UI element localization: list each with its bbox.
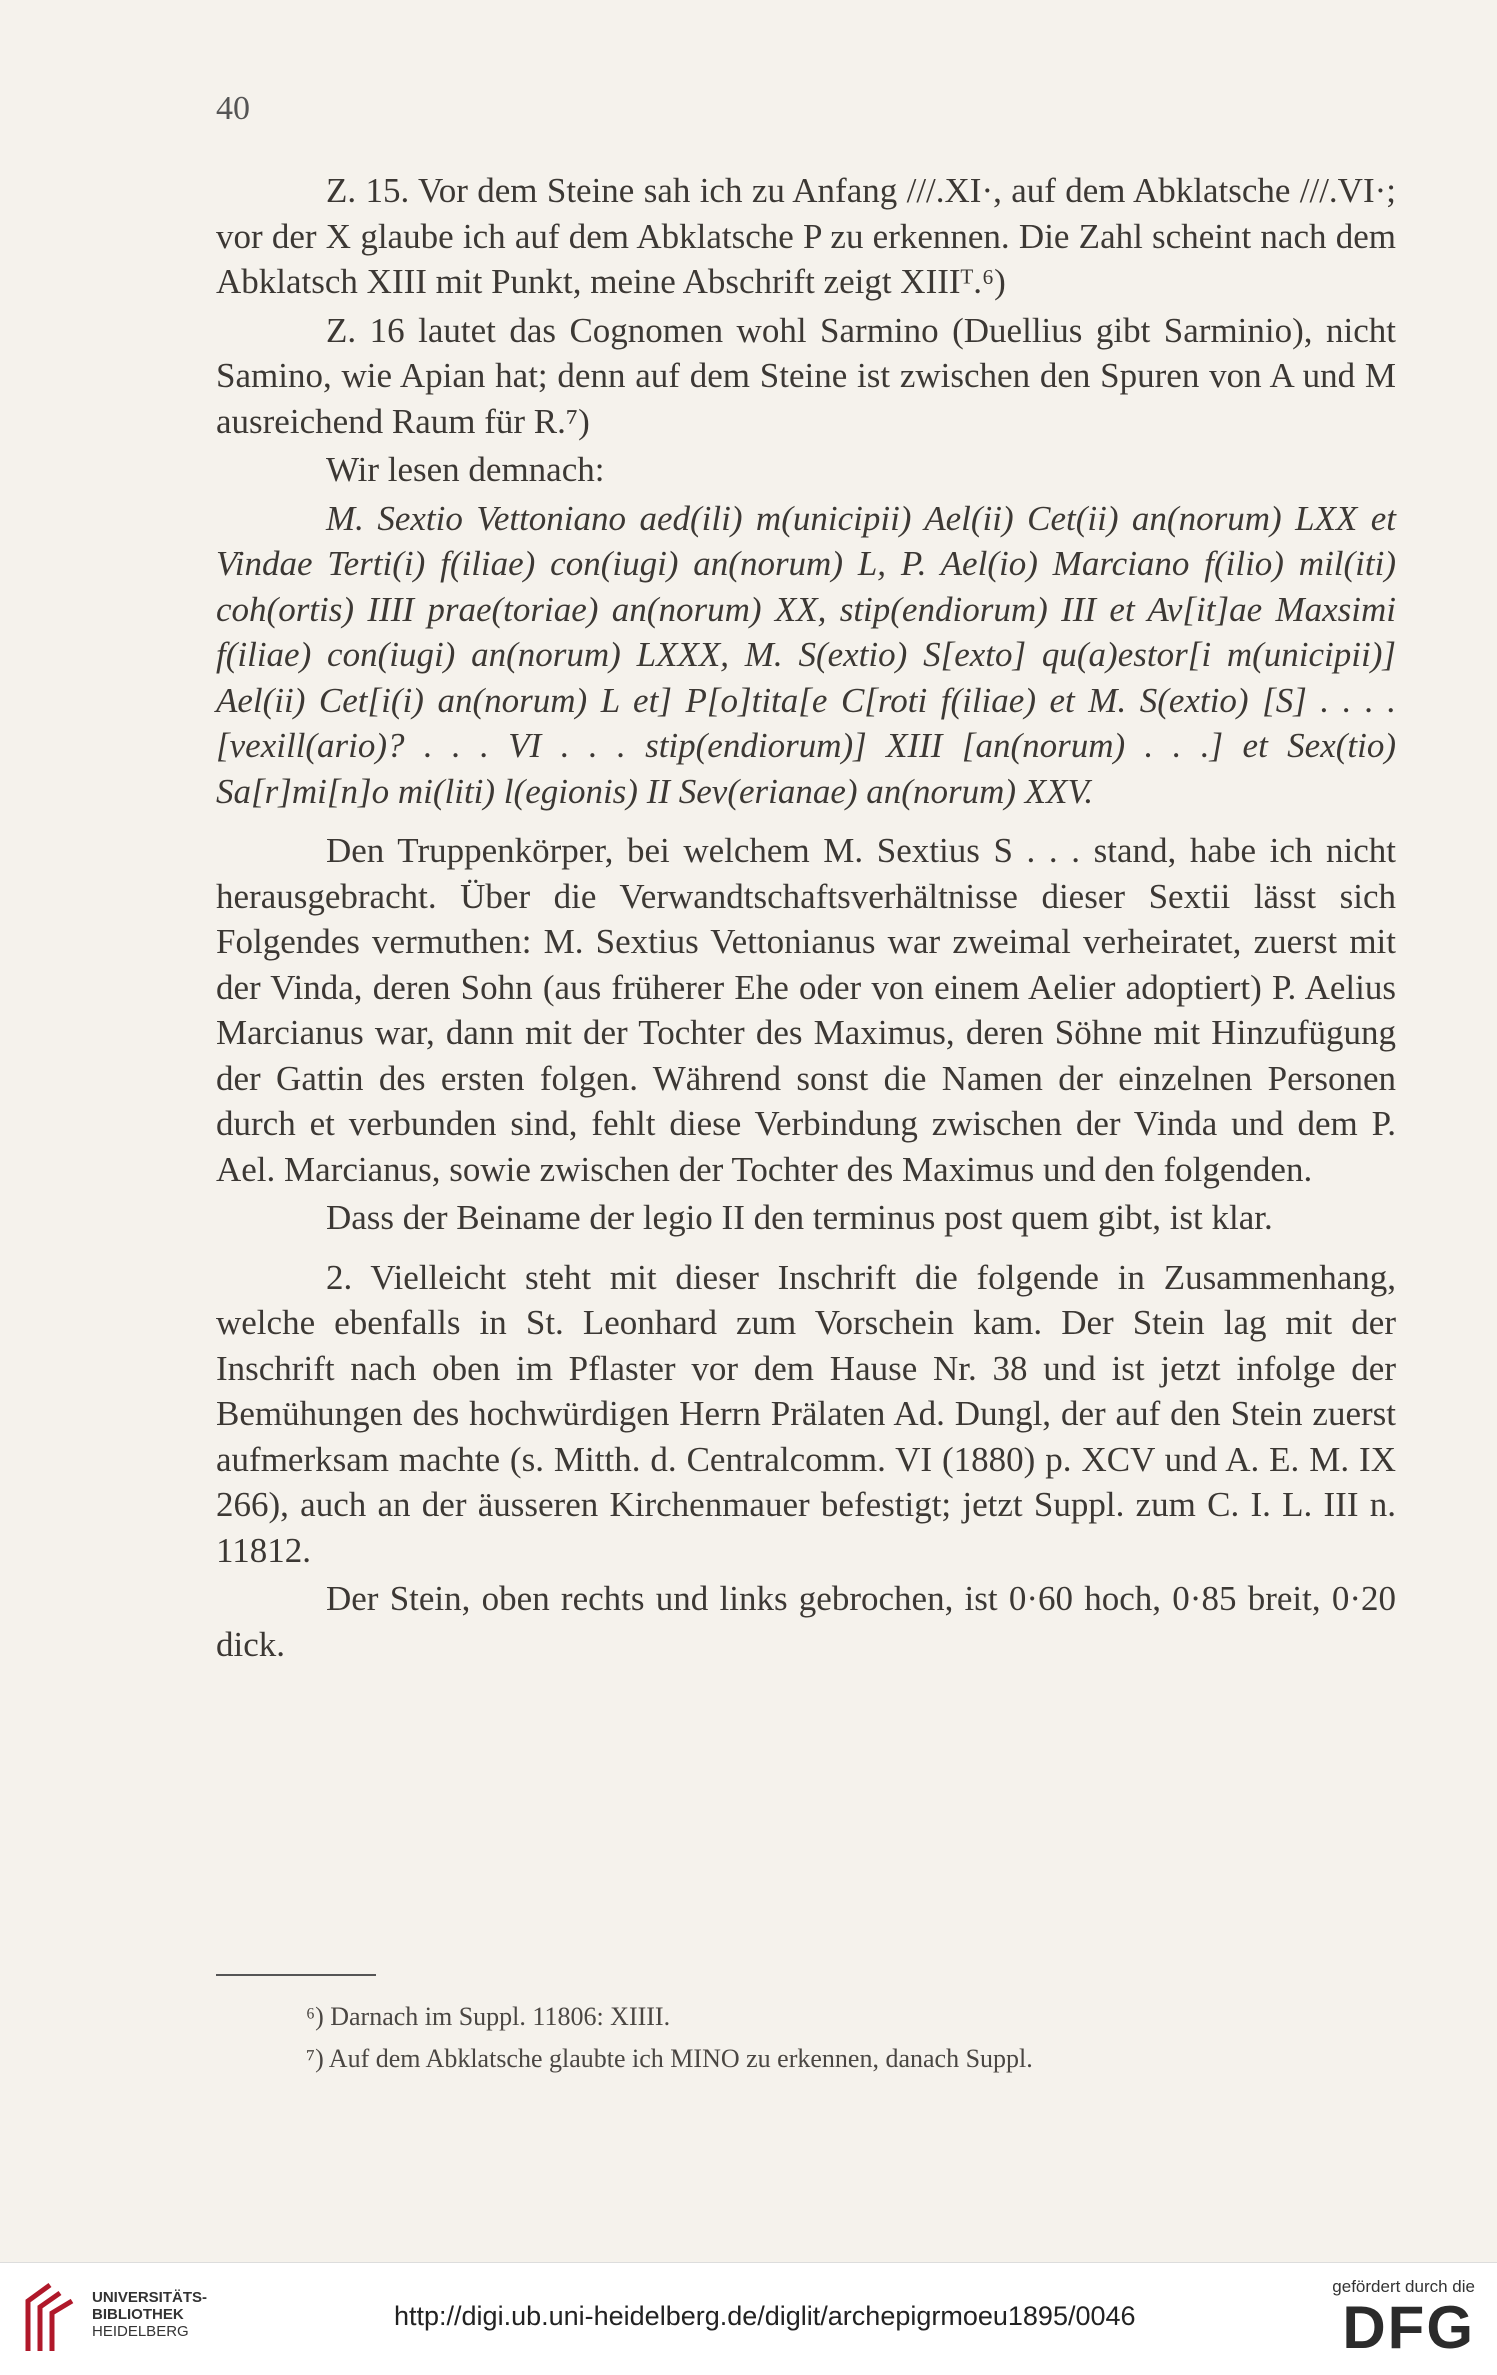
paragraph-stein-masse: Der Stein, oben rechts und links gebrochen, ist 0·60 hoch, 0·85 breit, 0·20 dick.: [216, 1579, 1396, 1664]
funded-by-label: gefördert durch die: [1332, 2277, 1475, 2296]
library-name: [92, 2289, 207, 2340]
paragraph-inschrift-2: 2. Vielleicht steht mit dieser Inschrift die folgende in Zusammenhang, welche ebenfalls in St. Leonhard zum Vorschein kam. Der Stein lag mit der Inschrift nach oben im Pflaster vor dem Hause Nr. 38 und ist jetzt infolge der Bemühungen des hochwürdigen Herrn Prälaten Ad. Dungl, der auf den Stein zuerst aufmerksam machte (s. Mitth. d. Centralcomm. VI (1880) p. XCV und A. E. M. IX 266), auch an der äusseren Kirchenmauer befestigt; jetzt Suppl. zum C. I. L. III n. 11812.: [216, 1257, 1396, 1570]
university-library-logo-icon: [20, 2281, 82, 2355]
viewer-footer: [0, 2262, 1497, 2375]
paragraph-truppenkoerper: Den Truppenkörper, bei welchem M. Sextius S . . . stand, habe ich nicht herausgebracht. Über die Verwandtschaftsverhältnisse dieser Sextii lässt sich Folgendes vermuthen: M. Sextius Vettonianus war zweimal verheiratet, zuerst mit der Vinda, deren Sohn (aus früherer Ehe oder von einem Aelier adoptiert) P. Aelius Marcianus war, dann mit der Tochter des Maximus, deren Söhne mit Hinzufügung der Gattin des ersten folgen. Während sonst die Namen der einzelnen Personen durch et verbunden sind, fehlt diese Verbindung zwischen der Vinda und dem P. Ael. Marcianus, sowie zwischen der Tochter des Maximus und den folgenden.: [216, 831, 1396, 1189]
document-url-link[interactable]: http://digi.ub.uni-heidelberg.de/diglit/archepigrmoeu1895/0046: [394, 2301, 1136, 2331]
paragraph-beiname: Dass der Beiname der legio II den terminus post quem gibt, ist klar.: [326, 1198, 1273, 1237]
library-name-line-1: UNIVERSITÄTS-: [92, 2289, 208, 2306]
inscription-reading: M. Sextio Vettoniano aed(ili) m(unicipii) Ael(ii) Cet(ii) an(norum) LXX et Vindae Terti(i) f(iliae) con(iugi) an(norum) L, P. Ael(io) Marciano f(ilio) mil(iti) coh(ortis) IIII prae(toriae) an(norum) XX, stip(endiorum) III et Av[it]ae Maxsimi f(iliae) con(iugi) an(norum) LXXX, M. S(extio) S[exto] qu(a)estor[i m(unicipii)] Ael(ii) Cet[i(i) an(norum) L et] P[o]tita[e C[roti f(iliae) et M. S(extio) [S] . . . . [vexill(ario)? . . . VI . . . stip(endiorum)] XIII [an(norum) . . .] et Sex(tio) Sa[r]mi[n]o mi(liti) l(egionis) II Sev(erianae) an(norum) XXV.: [216, 498, 1396, 811]
paragraph-z16: Z. 16 lautet das Cognomen wohl Sarmino (Duellius gibt Sarminio), nicht Samino, wie Apian hat; denn auf dem Steine ist zwischen den Spuren von A und M ausreichend Raum für R.⁷): [216, 310, 1396, 441]
funder-logo: [1332, 2277, 1475, 2359]
paragraph-wir-lesen: Wir lesen demnach:: [326, 450, 605, 489]
body-text: [216, 168, 1396, 1670]
dfg-logo-text: DFG: [1342, 2294, 1475, 2361]
page-number: 40: [216, 90, 250, 127]
library-name-line-3: HEIDELBERG: [92, 2323, 189, 2340]
paragraph-z15: Z. 15. Vor dem Steine sah ich zu Anfang ///.XI·, auf dem Abklatsche ///.VI·; vor der X glaube ich auf dem Abklatsche P zu erkennen. Die Zahl scheint nach dem Abklatsch XIII mit Punkt, meine Abschrift zeigt XIIIᵀ.⁶): [216, 171, 1396, 301]
library-name-line-2: BIBLIOTHEK: [92, 2306, 184, 2323]
footnote-6: ⁶) Darnach im Suppl. 11806: XIIII.: [306, 2002, 671, 2031]
footnotes: [216, 1996, 1396, 2080]
footnote-7: ⁷) Auf dem Abklatsche glaubte ich MINO zu erkennen, danach Suppl.: [306, 2044, 1033, 2073]
footnote-divider: [216, 1974, 376, 1976]
